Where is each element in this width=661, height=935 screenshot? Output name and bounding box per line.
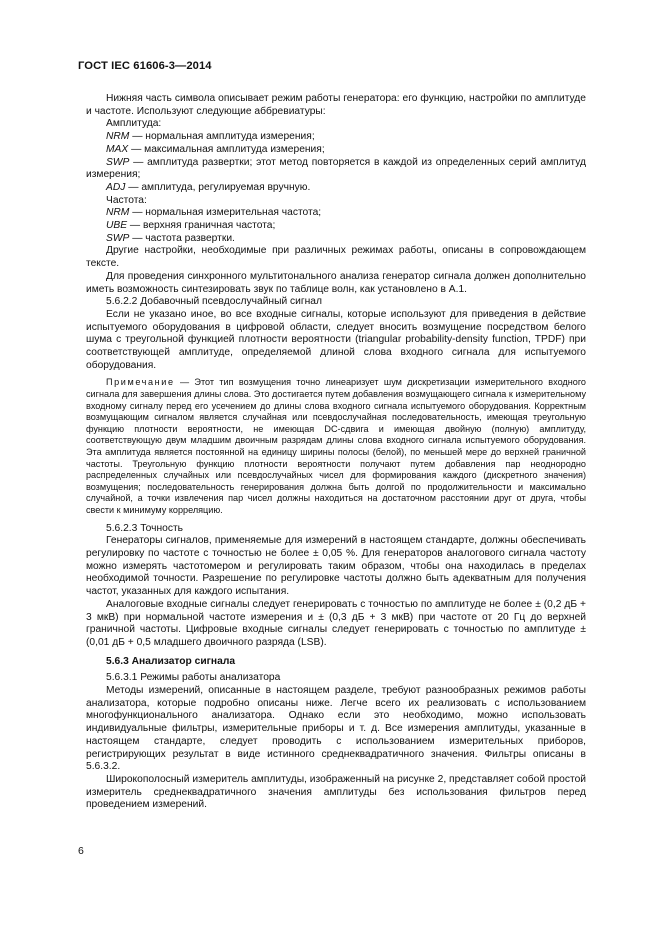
abbreviation: SWP xyxy=(106,156,130,168)
abbreviation: MAX xyxy=(106,143,129,155)
amplitude-label: Амплитуда: xyxy=(106,118,162,130)
frequency-item: SWP — частота развертки. xyxy=(106,232,235,244)
page-number: 6 xyxy=(78,845,84,857)
section-heading-5-6-3-1: 5.6.3.1 Режимы работы анализатора xyxy=(106,672,281,684)
section-heading-5-6-2-2: 5.6.2.2 Добавочный псевдослучайный сигнал xyxy=(106,296,322,308)
paragraph: Другие настройки, необходимые при различных режимах работы, описаны в сопровождающем тексте. xyxy=(86,245,586,270)
paragraph: Аналоговые входные сигналы следует генерировать с точностью по амплитуде не более ± (0,2 дБ + 3 мкВ) при нормальной частоте измерения и ± (0,3 дБ + 3 мкВ) при частоте от 20 Гц до верхней граничной частоты. Цифровые входные сигналы следует генерировать с точностью по амплитуде ± (0,01 дБ + 0,5 младшего двоичного разряда (LSB). xyxy=(86,598,586,648)
paragraph: Нижняя часть символа описывает режим работы генератора: его функцию, настройки по амплитуде и частоте. Используют следующие аббревиатуры: xyxy=(86,93,586,117)
abbreviation: SWP xyxy=(106,232,130,244)
abbreviation: ADJ xyxy=(106,181,126,193)
abbreviation: NRM xyxy=(106,207,130,219)
note-text: — Этот тип возмущения точно линеаризует шум дискретизации измерительного входного сигнала для завершения длины слова. Это достигается путем добавления возмущающего сигнала к измерительному входному сигналу перед его усечением до длины слова входного сигнала испытуемого оборудования. Корректным возмущающим сигналом является случайная или псевдослучайная последовательность, имеющая треугольную функцию плотности вероятности, не имеющая DC-сдвига и имеющая двойную (полную) амплитуду, соответствующую двум младшим двоичным разрядам длины слова входного сигнала испытуемого оборудования. Эта амплитуда является постоянной на единицу ширины полосы (белой), по меньшей мере до верхней граничной частоты. Треугольную функцию плотности вероятности получают путем добавления пар неоднородно распределенных случайных или псевдослучайных чисел для формирования каждого (дискретного значения) возмущения; последовательность генерирования должна быть долгой по продолжительности и максимально случайной, а точки извлечения пар чисел должны находиться на достаточном расстоянии друг от друга, чтобы свести к минимуму корреляцию. xyxy=(86,377,586,515)
frequency-item: NRM — нормальная измерительная частота; xyxy=(106,207,322,219)
abbreviation: UBE xyxy=(106,220,128,232)
paragraph: Генераторы сигналов, применяемые для измерений в настоящем стандарте, должны обеспечивать регулировку по частоте с точностью не более ± 0,05 %. Для генераторов аналогового сигнала частоту можно измерять частотомером и регулировать таким образом, чтобы она находилась в пределах необходимой точности. Разрешение по регулировке частоты должно быть адекватным для получения частот, указанных для каждого испытания. xyxy=(86,535,586,598)
note xyxy=(86,377,586,516)
section-heading-5-6-2-3: 5.6.2.3 Точность xyxy=(106,522,183,534)
standard-code-header: ГОСТ IEC 61606-3—2014 xyxy=(78,60,212,72)
paragraph: Методы измерений, описанные в настоящем разделе, требуют разнообразных режимов работы анализатора, которые подробно описаны ниже. Легче всего их реализовать с использованием многофункционального анализатора. Однако если это необходимо, можно использовать индивидуальные фильтры, измерительные приборы и т. д. Все измерения амплитуды, указанные в настоящем стандарте, следует проводить с использованием измерительных приборов, регистрирующих результат в виде истинного среднеквадратичного значения. Фильтры описаны в 5.6.3.2. xyxy=(86,685,586,773)
paragraph: Для проведения синхронного мультитонального анализа генератор сигнала должен дополнительно иметь возможность синтезировать звук по таблице волн, как установлено в А.1. xyxy=(86,270,586,295)
section-heading-5-6-3: 5.6.3 Анализатор сигнала xyxy=(106,655,236,667)
amplitude-item: NRM — нормальная амплитуда измерения; xyxy=(106,131,315,143)
body-text xyxy=(86,93,586,812)
abbreviation: NRM xyxy=(106,131,130,143)
frequency-label: Частота: xyxy=(106,194,147,206)
paragraph: Если не указано иное, во все входные сигналы, которые используют для приведения в действие испытуемого оборудования в цифровой области, следует вносить возмущение посредством белого шума с треугольной функцией плотности вероятности (triangular probability-density function, TPDF) при соответствующей амплитуде, определяемой длиной слова входного сигнала для испытуемого оборудования. xyxy=(86,308,586,371)
amplitude-item: ADJ — амплитуда, регулируемая вручную. xyxy=(106,181,311,193)
frequency-item: UBE — верхняя граничная частота; xyxy=(106,220,276,232)
amplitude-item: SWP — амплитуда развертки; этот метод повторяется в каждой из определенных серий амплитуд измерения; xyxy=(86,156,586,181)
amplitude-item: MAX — максимальная амплитуда измерения; xyxy=(106,143,325,155)
note-lead: Примечание xyxy=(106,377,175,388)
paragraph: Широкополосный измеритель амплитуды, изображенный на рисунке 2, представляет собой простой измеритель среднеквадратичного значения амплитуды без использования фильтров перед проведением измерений. xyxy=(86,773,586,811)
